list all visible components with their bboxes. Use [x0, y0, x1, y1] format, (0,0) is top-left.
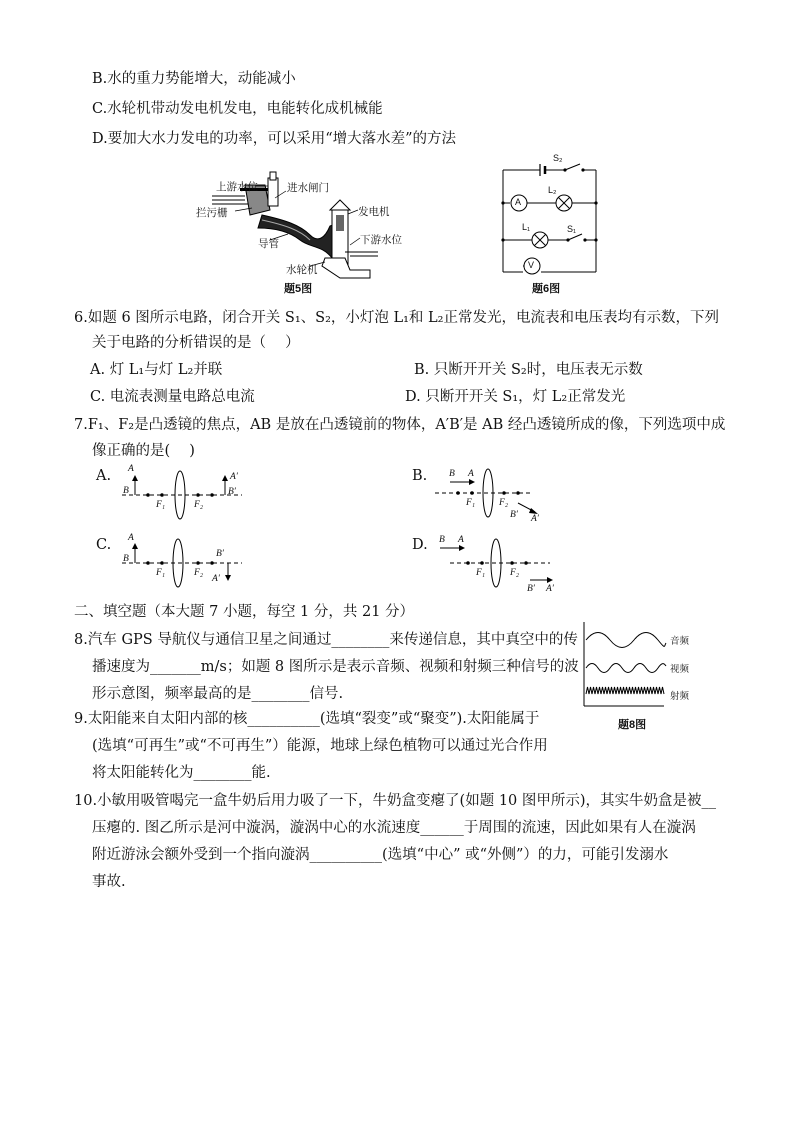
fig5-label-turbine: 水轮机	[286, 264, 318, 276]
section-2-title: 二、填空题（本大题 7 小题，每空 1 分，共 21 分）	[74, 604, 415, 620]
q7c-label-f2: F₂	[194, 568, 204, 578]
q7-option-a-letter: A.	[96, 468, 112, 484]
q7a-label-f2: F₂	[194, 500, 204, 510]
fig5-label-trash-rack: 拦污栅	[196, 207, 228, 219]
q9-line2: (选填“可再生”或“不可再生”）能源，地球上绿色植物可以通过光合作用	[92, 738, 548, 754]
fig5-label-pipe: 导管	[258, 238, 279, 250]
fig5-label-upstream: 上游水位	[216, 181, 258, 193]
q7c-label-b-img: B′	[216, 549, 224, 559]
fig6-label-l2: L₂	[548, 185, 557, 195]
q7c-label-f1: F₁	[156, 568, 166, 578]
fig8-label-audio: 音频	[670, 636, 690, 647]
q5-option-d: D.要加大水力发电的功率，可以采用“增大落水差”的方法	[92, 131, 457, 147]
q7b-label-f1: F₁	[466, 498, 476, 508]
fig6-label-s2: S₂	[553, 153, 563, 163]
q7-stem-line2: 像正确的是( )	[92, 443, 195, 459]
q7b-label-b-img: B′	[510, 510, 518, 520]
fig6-caption: 题6图	[532, 283, 561, 295]
q6-stem-line2: 关于电路的分析错误的是（ ）	[92, 335, 300, 351]
fig6-ammeter-a: A	[515, 197, 522, 207]
fig5-label-gate: 进水闸门	[287, 182, 329, 194]
q8-line3: 形示意图，频率最高的是________信号.	[92, 686, 344, 702]
q10-line3: 附近游泳会额外受到一个指向漩涡__________(选填“中心” 或“外侧”）的力，可能引发溺水	[92, 847, 669, 863]
q7d-label-b-img: B′	[527, 584, 535, 594]
q7c-label-a-img: A′	[212, 574, 220, 584]
q7b-label-a-img: A′	[531, 514, 539, 524]
q7b-label-f2: F₂	[499, 498, 509, 508]
q5-option-c: C.水轮机带动发电机发电，电能转化成机械能	[92, 101, 383, 117]
fig8-label-rf: 射频	[670, 691, 690, 702]
fig6-label-l1: L₁	[522, 222, 531, 232]
q7d-label-f2: F₂	[510, 568, 520, 578]
fig8-label-video: 视频	[670, 664, 690, 675]
q6-option-c: C. 电流表测量电路总电流	[90, 389, 255, 405]
q7a-label-a: A	[128, 464, 134, 474]
q10-line2: 压瘪的. 图乙所示是河中漩涡，漩涡中心的水流速度______于周围的流速，因此如果有人在漩涡	[92, 820, 696, 836]
fig6-voltmeter-v: V	[528, 260, 535, 270]
rf-wave	[586, 687, 664, 694]
fig5-label-generator: 发电机	[358, 206, 390, 218]
q7d-label-a-img: A′	[546, 584, 554, 594]
q9-line3: 将太阳能转化为________能.	[92, 765, 271, 781]
q7d-label-f1: F₁	[476, 568, 486, 578]
q5-option-b: B.水的重力势能增大，动能减小	[92, 71, 296, 87]
q7a-label-a-img: A′	[230, 472, 238, 482]
q8-line1: 8.汽车 GPS 导航仪与通信卫星之间通过________来传递信息，其中真空中的传	[74, 632, 578, 648]
q7c-label-b: B	[123, 554, 129, 564]
q6-stem-line1: 6.如题 6 图所示电路，闭合开关 S₁、S₂，小灯泡 L₁和 L₂正常发光，电流表和电压表均有示数，下列	[74, 310, 719, 326]
fig5-label-downstream: 下游水位	[360, 234, 402, 246]
q7a-label-b: B	[123, 486, 129, 496]
q7b-label-b: B	[449, 469, 455, 479]
q8-line2: 播速度为_______m/s；如题 8 图所示是表示音频、视频和射频三种信号的波	[92, 659, 579, 675]
q7b-label-a: A	[468, 469, 474, 479]
fig5-caption: 题5图	[284, 283, 313, 295]
q7-option-c-letter: C.	[96, 537, 112, 553]
q7-option-d-letter: D.	[412, 537, 428, 553]
fig6-label-s1: S₁	[567, 224, 577, 234]
q6-option-d: D. 只断开开关 S₁，灯 L₂正常发光	[405, 389, 626, 405]
q6-option-b: B. 只断开开关 S₂时，电压表无示数	[414, 362, 643, 378]
q7c-label-a: A	[128, 533, 134, 543]
q6-option-a: A. 灯 L₁与灯 L₂并联	[90, 362, 223, 378]
q9-line1: 9.太阳能来自太阳内部的核__________(选填“裂变”或“聚变”).太阳能属于	[74, 711, 540, 727]
q7a-label-b-img: B′	[228, 487, 236, 497]
q7d-label-a: A	[458, 535, 464, 545]
q7d-label-b: B	[439, 535, 445, 545]
q7-option-b-letter: B.	[412, 468, 428, 484]
q7a-label-f1: F₁	[156, 500, 166, 510]
q10-line4: 事故.	[92, 874, 126, 890]
q7-stem-line1: 7.F₁、F₂是凸透镜的焦点，AB 是放在凸透镜前的物体，A′B′是 AB 经凸透镜所成的像，下列选项中成	[74, 417, 726, 433]
q10-line1: 10.小敏用吸管喝完一盒牛奶后用力吸了一下，牛奶盒变瘪了(如题 10 图甲所示)，其实牛奶盒是被__	[74, 793, 717, 809]
fig8-caption: 题8图	[618, 719, 647, 731]
